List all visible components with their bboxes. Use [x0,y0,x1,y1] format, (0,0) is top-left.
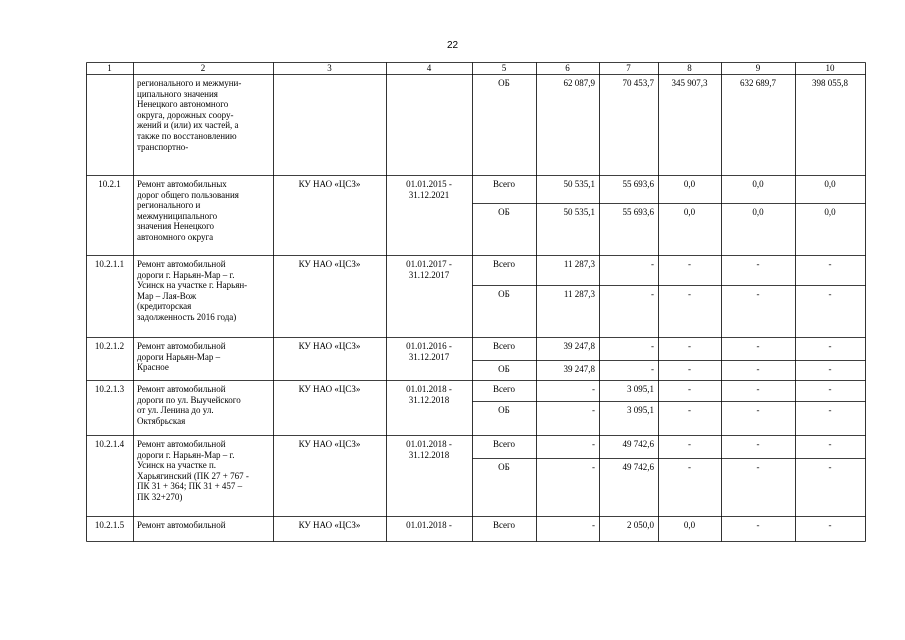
value-cell-v7: 3 095,1 [627,405,654,415]
row-executor: КУ НАО «ЦСЗ» [298,259,361,269]
row-period: 01.01.2018 - 31.12.2018 [406,439,452,460]
page-number: 22 [446,40,459,51]
row-period: 01.01.2018 - [406,520,452,530]
row-period: 01.01.2015 - 31.12.2021 [406,179,452,200]
row-executor: КУ НАО «ЦСЗ» [298,384,361,394]
row-name: Ремонт автомобильной дороги г. Нарьян-Мар – г. Усинск на участке г. Нарьян- Мар – Лая-Вож (кредиторская задолженность 2016 года) [137,259,248,322]
value-cell-v7: 49 742,6 [622,462,654,472]
value-cell-v9: - [756,384,760,394]
row-name: Ремонт автомобильной дороги Нарьян-Мар – Красное [137,341,226,373]
value-cell-v7: 55 693,6 [622,179,654,189]
row-executor: КУ НАО «ЦСЗ» [298,439,361,449]
row-executor: КУ НАО «ЦСЗ» [298,341,361,351]
value-cell-v7: 70 453,7 [622,78,654,88]
value-cell-source: Всего [492,179,516,189]
value-cell-v9: 0,0 [752,179,764,189]
value-cell-v10: - [828,405,832,415]
row-name: Ремонт автомобильной [137,520,226,530]
row-period: 01.01.2017 - 31.12.2017 [406,259,452,280]
value-cell-v10: 398 055,8 [812,78,848,88]
header-cell: 5 [501,63,507,73]
value-cell-v7: 49 742,6 [622,439,654,449]
header-cell: 2 [200,63,206,73]
value-cell-v9: - [756,341,760,351]
value-cell-v6: 50 535,1 [563,179,595,189]
value-cell-v7: - [651,259,654,269]
header-cell: 1 [107,63,112,73]
value-cell-v7: 2 050,0 [627,520,654,530]
value-cell-source: Всего [492,341,516,351]
value-cell-v6: 39 247,8 [563,364,595,374]
value-cell-v10: - [828,384,832,394]
row-period: 01.01.2018 - 31.12.2018 [406,384,452,405]
value-cell-v8: - [688,405,691,415]
value-cell-source: Всего [492,259,516,269]
value-cell-v9: - [756,520,760,530]
value-cell-v7: - [651,341,654,351]
header-cell: 4 [426,63,432,73]
value-cell-v10: - [828,259,832,269]
value-cell-source: Всего [492,520,516,530]
value-cell-v9: 632 689,7 [740,78,776,88]
value-cell-v6: - [592,520,595,530]
header-cell: 3 [327,63,332,73]
row-number: 10.2.1.5 [94,520,125,530]
value-cell-v8: 0,0 [683,179,696,189]
row-executor: КУ НАО «ЦСЗ» [298,520,361,530]
value-cell-v6: 62 087,9 [563,78,595,88]
value-cell-v8: 0,0 [683,207,696,217]
value-cell-v8: - [688,259,691,269]
value-cell-source: ОБ [498,405,510,415]
row-name: регионального и межмуни- ципального значения Ненецкого автономного округа, дорожных соору- жений и (или) их частей, а также по восстановлению транспортно- [137,78,242,152]
value-cell-v8: 345 907,3 [671,78,708,88]
value-cell-v8: - [688,289,691,299]
value-cell-v10: - [828,341,832,351]
value-cell-source: Всего [492,384,516,394]
row-number: 10.2.1.1 [94,259,125,269]
value-cell-source: ОБ [498,78,510,88]
value-cell-v9: - [756,405,760,415]
row-name: Ремонт автомобильной дороги г. Нарьян-Мар – г. Усинск на участке п. Харьягинский (ПК 27 + 767 - ПК 31 + 364; ПК 31 + 457 – ПК 32+270) [137,439,249,502]
value-cell-v9: - [756,364,760,374]
row-number: 10.2.1.3 [94,384,125,394]
value-cell-v9: - [756,439,760,449]
header-cell: 6 [565,63,570,73]
value-cell-v7: - [651,289,654,299]
value-cell-source: ОБ [498,462,510,472]
row-name: Ремонт автомобильной дороги по ул. Выучейского от ул. Ленина до ул. Октябрьская [137,384,241,426]
row-period: 01.01.2016 - 31.12.2017 [406,341,452,362]
value-cell-v7: 55 693,6 [622,207,654,217]
value-cell-v7: - [651,364,654,374]
value-cell-v10: 0,0 [824,207,836,217]
header-cell: 8 [687,63,692,73]
value-cell-v7: 3 095,1 [627,384,654,394]
value-cell-v6: - [592,384,595,394]
value-cell-v9: - [756,462,760,472]
value-cell-v10: 0,0 [824,179,836,189]
row-number: 10.2.1 [98,179,121,189]
value-cell-v10: - [828,462,832,472]
row-name: Ремонт автомобильных дорог общего пользования регионального и межмуниципального значения Ненецкого автономного округа [137,179,239,242]
value-cell-v6: - [592,462,595,472]
value-cell-v10: - [828,439,832,449]
value-cell-v10: - [828,289,832,299]
value-cell-v6: 39 247,8 [563,341,595,351]
value-cell-v8: 0,0 [683,520,696,530]
row-executor: КУ НАО «ЦСЗ» [298,179,361,189]
value-cell-v6: 11 287,3 [563,259,595,269]
header-cell: 9 [755,63,761,73]
value-cell-v10: - [828,364,832,374]
row-number: 10.2.1.2 [94,341,125,351]
value-cell-source: Всего [492,439,516,449]
value-cell-v6: - [592,439,595,449]
value-cell-v8: - [688,364,691,374]
value-cell-v6: - [592,405,595,415]
value-cell-v8: - [688,439,691,449]
value-cell-v8: - [688,341,691,351]
value-cell-source: ОБ [498,207,510,217]
value-cell-v8: - [688,384,691,394]
header-cell: 10 [825,63,835,73]
header-cell: 7 [626,63,631,73]
value-cell-v6: 11 287,3 [563,289,595,299]
value-cell-v9: - [756,289,760,299]
value-cell-source: ОБ [498,289,510,299]
value-cell-v6: 50 535,1 [563,207,595,217]
value-cell-v8: - [688,462,691,472]
value-cell-v9: 0,0 [752,207,764,217]
value-cell-source: ОБ [498,364,510,374]
value-cell-v10: - [828,520,832,530]
budget-table [86,62,865,541]
row-number: 10.2.1.4 [94,439,125,449]
value-cell-v9: - [756,259,760,269]
